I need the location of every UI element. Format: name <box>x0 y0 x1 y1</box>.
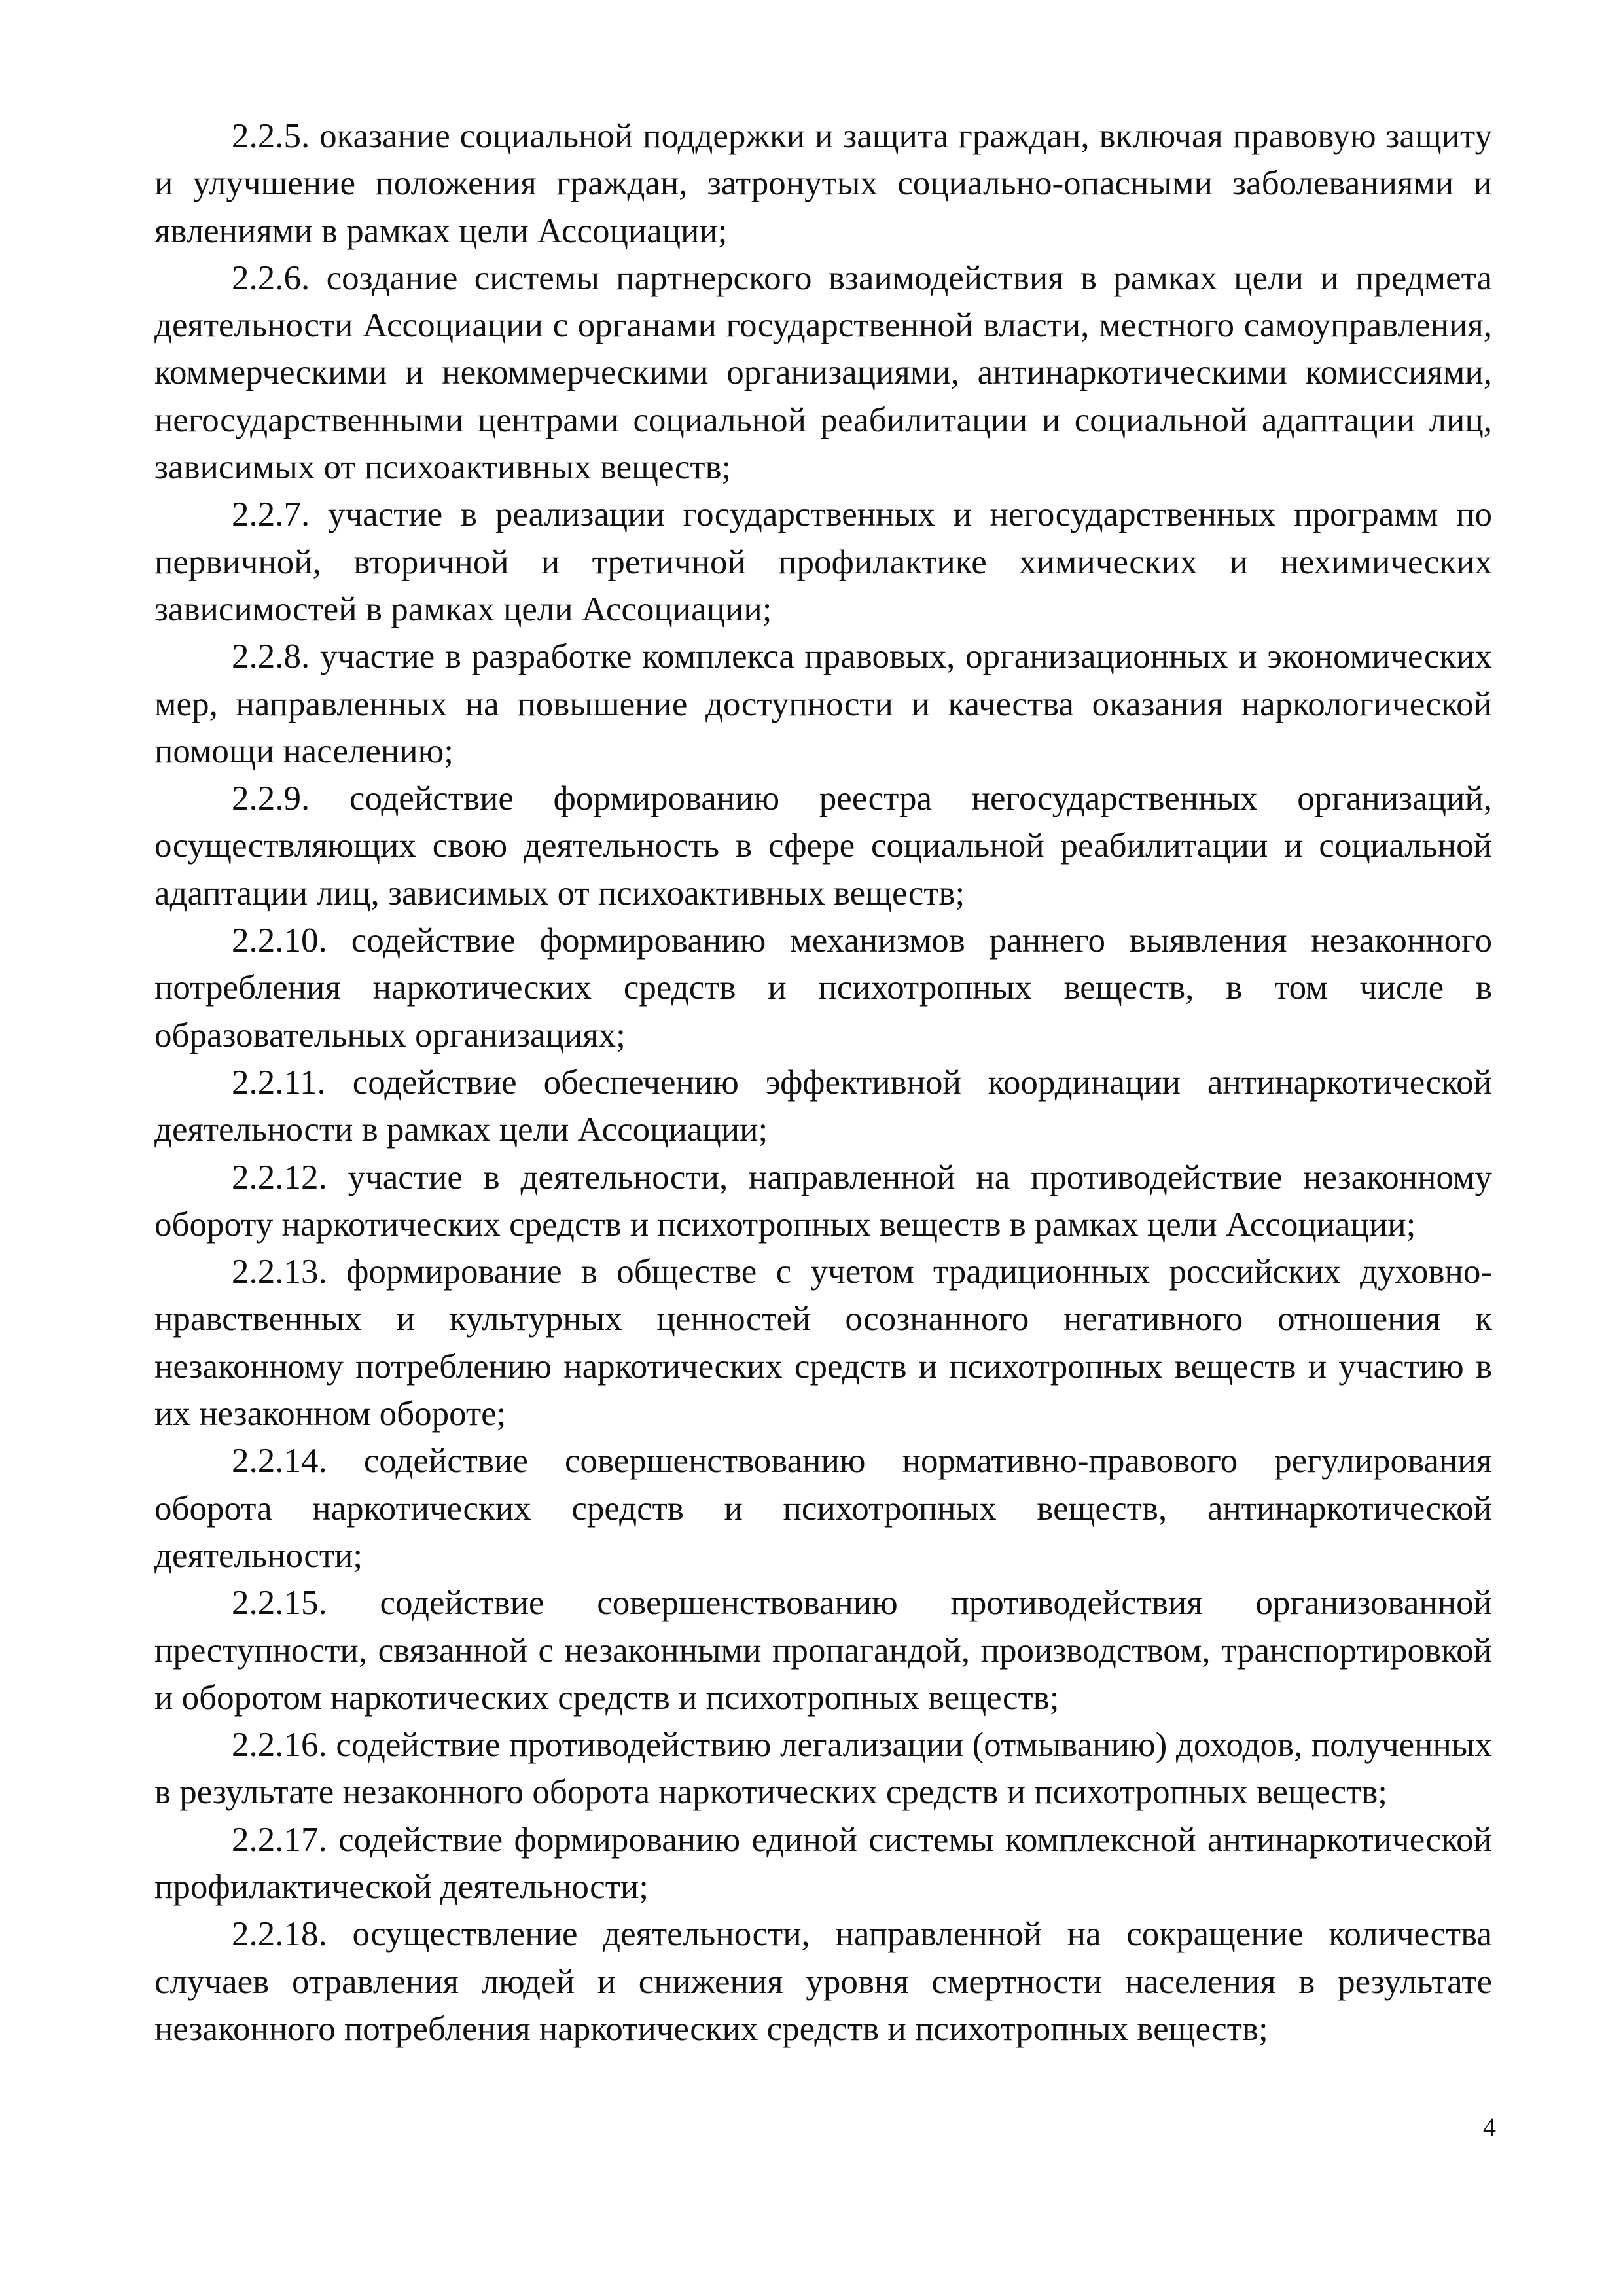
clause-number: 2.2.9. <box>232 780 310 818</box>
clause-2-2-9 <box>154 775 1492 917</box>
clause-number: 2.2.7. <box>232 495 310 534</box>
clause-text: содействие формированию механизмов раннего выявления незаконного потребления наркотических средств и психотропных веществ, в том числе в образовательных организациях; <box>154 922 1492 1054</box>
clause-text: осуществление деятельности, направленной на сокращение количества случаев отравления людей и снижения уровня смертности населения в результате незаконного потребления наркотических средств и психотропных веществ; <box>154 1915 1492 2048</box>
clause-2-2-13 <box>154 1248 1492 1437</box>
clause-text: содействие формированию реестра негосударственных организаций, осуществляющих свою деятельность в сфере социальной реабилитации и социальной адаптации лиц, зависимых от психоактивных веществ; <box>154 780 1493 912</box>
clause-2-2-18 <box>154 1910 1492 2053</box>
clause-number: 2.2.16. <box>232 1726 327 1765</box>
document-body <box>154 113 1492 2053</box>
clause-number: 2.2.10. <box>232 922 327 960</box>
clause-number: 2.2.18. <box>232 1915 327 1954</box>
clause-2-2-15 <box>154 1579 1492 1721</box>
clause-2-2-10 <box>154 917 1492 1059</box>
clause-text: содействие обеспечению эффективной координации антинаркотической деятельности в рамках цели Ассоциации; <box>154 1063 1492 1149</box>
clause-2-2-8 <box>154 633 1492 775</box>
clause-text: участие в разработке комплекса правовых, организационных и экономических мер, направленных на повышение доступности и качества оказания наркологической помощи населению; <box>154 637 1493 770</box>
clause-text: содействие противодействию легализации (отмыванию) доходов, полученных в результате незаконного оборота наркотических средств и психотропных веществ; <box>154 1726 1492 1812</box>
clause-number: 2.2.17. <box>232 1820 327 1859</box>
clause-text: оказание социальной поддержки и защита граждан, включая правовую защиту и улучшение положения граждан, затронутых социально-опасными заболеваниями и явлениями в рамках цели Ассоциации; <box>154 117 1492 250</box>
clause-text: создание системы партнерского взаимодействия в рамках цели и предмета деятельности Ассоциации с органами государственной власти, местного самоуправления, коммерческими и некоммерческими организациями, антинаркотическими комиссиями, негосударственными центрами социальной реабилитации и социальной адаптации лиц, зависимых от психоактивных веществ; <box>154 259 1493 487</box>
clause-2-2-7 <box>154 491 1492 633</box>
clause-number: 2.2.13. <box>232 1253 327 1291</box>
clause-number: 2.2.14. <box>232 1442 327 1480</box>
clause-number: 2.2.6. <box>232 259 310 297</box>
clause-number: 2.2.11. <box>232 1063 326 1102</box>
clause-text: содействие совершенствованию нормативно-правового регулирования оборота наркотических средств и психотропных веществ, антинаркотической деятельности; <box>154 1442 1492 1575</box>
page-number: 4 <box>1483 2112 1496 2142</box>
clause-2-2-12 <box>154 1154 1492 1249</box>
clause-number: 2.2.8. <box>232 637 310 676</box>
clause-text: содействие совершенствованию противодействия организованной преступности, связанной с незаконными пропагандой, производством, транспортировкой и оборотом наркотических средств и психотропных веществ; <box>154 1584 1492 1717</box>
clause-2-2-17 <box>154 1816 1492 1911</box>
clause-number: 2.2.15. <box>232 1584 327 1623</box>
clause-number: 2.2.12. <box>232 1158 327 1196</box>
clause-2-2-11 <box>154 1059 1492 1154</box>
clause-2-2-14 <box>154 1437 1492 1579</box>
clause-2-2-6 <box>154 255 1492 491</box>
clause-text: содействие формированию единой системы комплексной антинаркотической профилактической деятельности; <box>154 1820 1492 1906</box>
clause-text: формирование в обществе с учетом традиционных российских духовно-нравственных и культурных ценностей осознанного негативного отношения к незаконному потреблению наркотических средств и психотропных веществ и участию в их незаконном обороте; <box>154 1253 1492 1433</box>
clause-number: 2.2.5. <box>232 117 310 155</box>
clause-text: участие в деятельности, направленной на противодействие незаконному обороту наркотических средств и психотропных веществ в рамках цели Ассоциации; <box>154 1158 1492 1244</box>
clause-2-2-16 <box>154 1721 1492 1816</box>
clause-text: участие в реализации государственных и негосударственных программ по первичной, вторичной и третичной профилактике химических и нехимических зависимостей в рамках цели Ассоциации; <box>154 495 1492 628</box>
clause-2-2-5 <box>154 113 1492 255</box>
